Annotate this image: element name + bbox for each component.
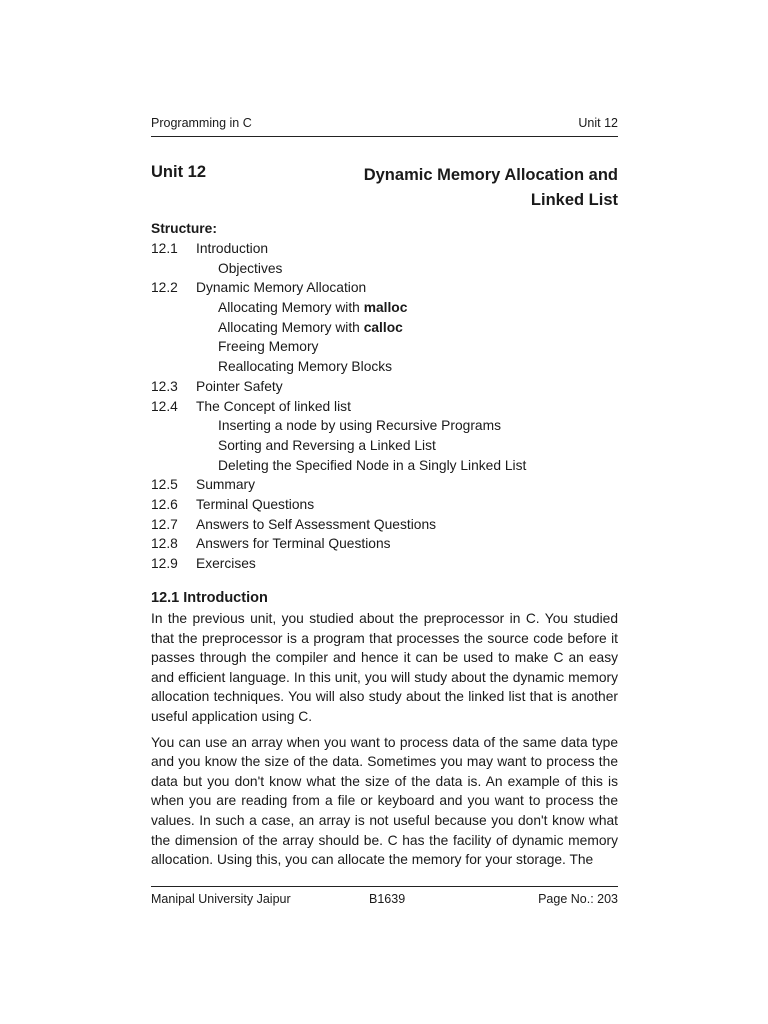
toc-title: Exercises xyxy=(196,556,256,571)
toc-item xyxy=(151,534,618,554)
toc-subitem-keyword: malloc xyxy=(363,300,408,316)
toc-number: 12.1 xyxy=(151,241,178,256)
footer-course-code: B1639 xyxy=(369,892,406,906)
unit-title xyxy=(318,163,618,213)
toc-title: Answers to Self Assessment Questions xyxy=(196,516,437,532)
header-rule xyxy=(151,136,618,137)
toc-title: Dynamic Memory Allocation xyxy=(196,280,367,296)
toc-item xyxy=(151,397,618,417)
footer-rule xyxy=(151,886,618,887)
toc-item xyxy=(151,495,618,515)
body-paragraph: You can use an array when you want to process data of the same data type and you know the size of the data. Sometimes you may want to process the data but you don't know what the size of the data is. An example of this is when you are reading from a file or keyboard and you want to process the values. In such a case, an array is not useful because you don't know what the dimension of the array should be. C has the facility of dynamic memory allocation. Using this, you can allocate the memory for your storage. The xyxy=(151,734,618,868)
toc-item xyxy=(151,377,618,397)
header-book-title: Programming in C xyxy=(151,116,252,130)
body-paragraph: In the previous unit, you studied about the preprocessor in C. You studied that the preprocessor is a program that processes the source code before it passes through the compiler and hence it can be used to make C an easy and efficient language. In this unit, you will study about the dynamic memory allocation techniques. You will also study about the linked list that is another useful application using C. xyxy=(151,611,618,724)
footer-university: Manipal University Jaipur xyxy=(151,892,291,906)
structure-heading: Structure: xyxy=(151,221,217,236)
toc-number: 12.4 xyxy=(151,398,178,414)
toc-title: Terminal Questions xyxy=(196,496,315,512)
toc-item xyxy=(151,278,618,298)
running-header xyxy=(151,116,618,130)
toc-number: 12.5 xyxy=(151,477,178,493)
toc-number: 12.8 xyxy=(151,536,178,552)
toc-subitem: Deleting the Specified Node in a Singly Linked List xyxy=(218,457,527,473)
toc-title: Pointer Safety xyxy=(196,378,283,394)
document-page xyxy=(151,0,618,1024)
toc-number: 12.7 xyxy=(151,516,178,532)
toc-number: 12.2 xyxy=(151,280,178,296)
toc-title: Summary xyxy=(196,477,256,493)
structure-toc xyxy=(151,219,618,574)
toc-subitem xyxy=(151,298,618,318)
toc-item xyxy=(151,515,618,535)
toc-subitem: Reallocating Memory Blocks xyxy=(218,359,393,375)
toc-title: Answers for Terminal Questions xyxy=(196,536,391,552)
toc-subitem: Sorting and Reversing a Linked List xyxy=(218,437,436,453)
toc-item xyxy=(151,475,618,495)
toc-subitem xyxy=(151,318,618,338)
toc-subitem-keyword: calloc xyxy=(363,319,403,335)
toc-number: 12.3 xyxy=(151,378,178,394)
toc-subitem-text: Allocating Memory with xyxy=(218,319,364,335)
toc-item xyxy=(151,239,618,259)
toc-subitem: Objectives xyxy=(218,260,283,276)
toc-subitem: Inserting a node by using Recursive Programs xyxy=(218,418,501,434)
header-unit-label: Unit 12 xyxy=(578,116,618,130)
toc-title: The Concept of linked list xyxy=(196,398,351,414)
toc-title: Introduction xyxy=(196,241,269,256)
toc-subitem-text: Allocating Memory with xyxy=(218,300,364,316)
unit-number: Unit 12 xyxy=(151,163,207,181)
unit-title-line-2: Linked List xyxy=(530,191,618,209)
section-heading: 12.1 Introduction xyxy=(151,590,268,606)
unit-title-line-1: Dynamic Memory Allocation and xyxy=(363,166,618,184)
toc-number: 12.6 xyxy=(151,496,178,512)
introduction-section xyxy=(151,588,618,876)
footer-page-number: Page No.: 203 xyxy=(538,892,618,906)
toc-subitem: Freeing Memory xyxy=(218,339,319,355)
toc-item xyxy=(151,554,618,574)
toc-number: 12.9 xyxy=(151,556,178,571)
